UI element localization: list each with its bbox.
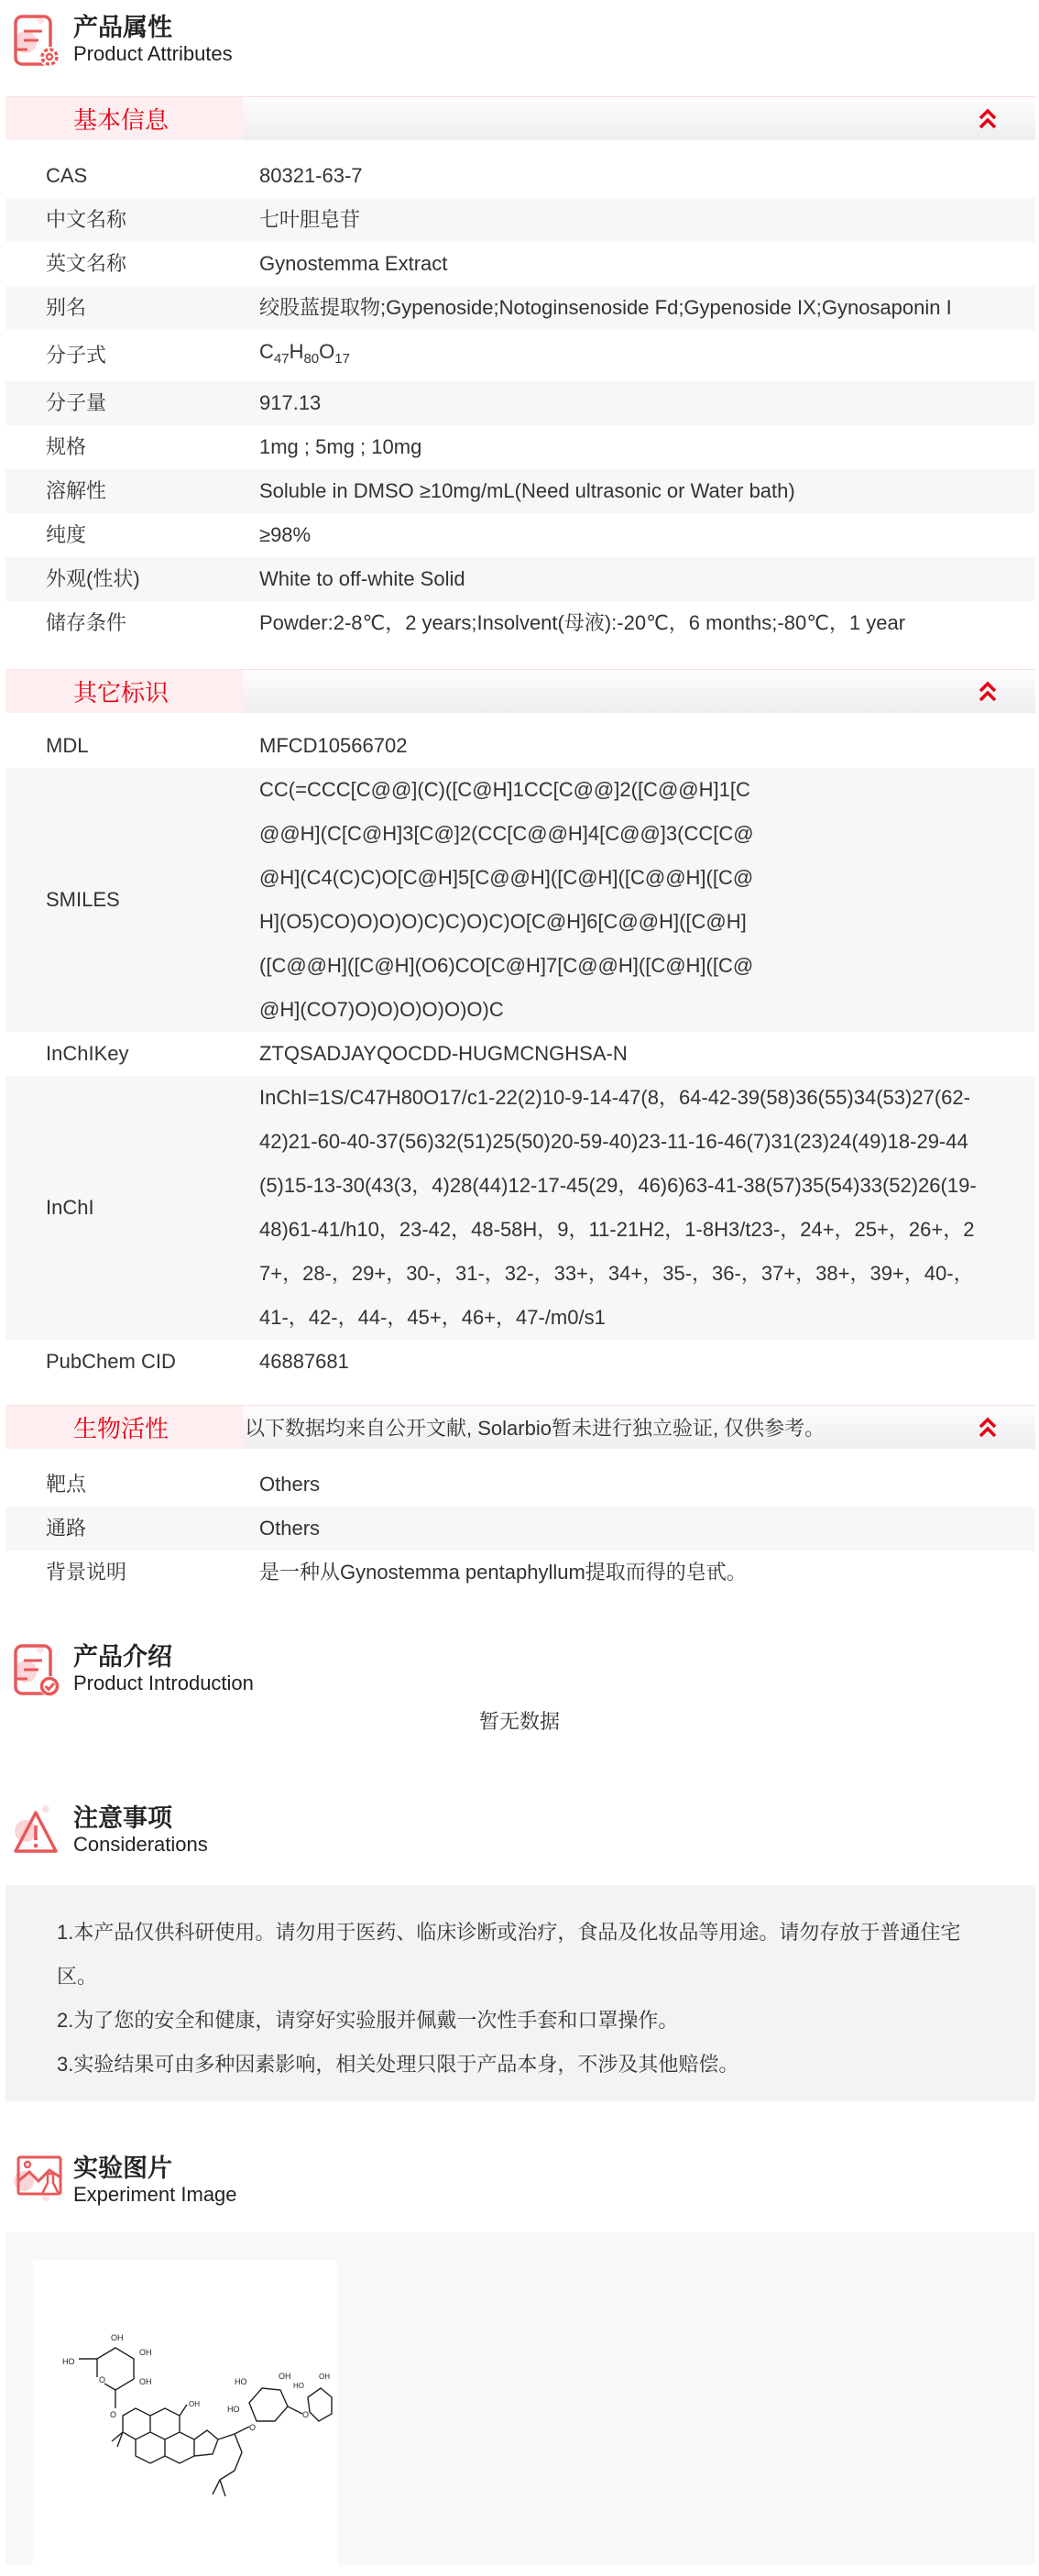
row-label: 背景说明 [46, 1561, 127, 1584]
row-label: 分子式 [46, 344, 107, 367]
consideration-item: 2.为了您的安全和健康，请穿好实验服并佩戴一次性手套和口罩操作。 [57, 2009, 679, 2032]
svg-text:OH: OH [279, 2372, 291, 2381]
section-title: 实验图片 [73, 2154, 172, 2182]
table-row [5, 242, 1035, 286]
svg-text:HO: HO [235, 2377, 247, 2386]
section-title: 产品属性 [73, 14, 172, 41]
section-subtitle: Product Attributes [73, 42, 233, 65]
document-check-icon [13, 1642, 62, 1699]
experiment-image-container [5, 2232, 1035, 2565]
row-value: 46887681 [259, 1350, 349, 1373]
row-value: Others [259, 1473, 321, 1496]
row-label: 外观(性状) [46, 567, 140, 590]
inchi-value: InChI=1S/C47H80O17/c1-22(2)10-9-14-47(8，64-42-39(58)36(55)34(53)27(62-42)21-60-40-37(56)32(51)25(50)20-59-40)23-11-16-46(7)31(23)24(49)18-29-44(5)15-13-30(43(3，4)28(44)12-17-45(29，46)6)63-41-38(57)35(54)33(52)26(19-48)61-41/h10，23-42，48-58H，9，11-21H2，1-8H3/t23-，24+，25+，26+，27+，28-，29+，30-，31-，32-，33+，34+，35-，36-，37+，38+，39+，40-，41-，42-，44-，45+，46+，47-/m0/s1 [259, 1086, 977, 1329]
row-value: Powder:2-8℃，2 years;Insolvent(母液):-20℃，6 months;-80℃，1 year [259, 611, 906, 634]
svg-text:HO: HO [227, 2405, 240, 2414]
section-header-introduction [13, 1642, 254, 1699]
chemical-structure-image [33, 2260, 337, 2571]
table-row [5, 1551, 1035, 1595]
row-label: 纯度 [46, 523, 87, 546]
collapse-chevron-icon[interactable] [977, 107, 999, 131]
row-label: 靶点 [46, 1473, 87, 1496]
disclaimer-note: 以下数据均来自公开文献, Solarbio暂未进行独立验证, 仅供参考。 [245, 1417, 826, 1440]
table-row [5, 286, 1035, 330]
section-header-attributes [13, 13, 233, 70]
row-value: 是一种从Gynostemma pentaphyllum提取而得的皂甙。 [259, 1561, 747, 1584]
table-row [5, 1463, 1035, 1507]
table-row [5, 1076, 1035, 1340]
svg-text:O: O [249, 2423, 257, 2432]
svg-text:OH: OH [319, 2373, 330, 2381]
other-identifiers-table [5, 724, 1035, 1384]
row-label: SMILES [46, 888, 120, 911]
basic-info-bar[interactable] [5, 96, 1035, 140]
warning-icon [13, 1803, 62, 1860]
row-label: 别名 [46, 296, 87, 319]
row-value: White to off-white Solid [259, 567, 465, 590]
row-value: ZTQSADJAYQOCDD-HUGMCNGHSA-N [259, 1042, 628, 1065]
row-value: 80321-63-7 [259, 164, 363, 187]
table-row [5, 425, 1035, 469]
row-value: Others [259, 1517, 321, 1540]
basic-info-table [5, 154, 1035, 645]
table-row [5, 381, 1035, 425]
svg-text:OH: OH [189, 2400, 200, 2408]
section-header-considerations [13, 1803, 208, 1860]
row-label: MDL [46, 734, 89, 757]
svg-text:O: O [99, 2375, 106, 2384]
svg-text:OH: OH [139, 2377, 152, 2386]
section-subtitle: Experiment Image [73, 2183, 237, 2206]
bio-activity-table [5, 1463, 1035, 1595]
svg-text:HO: HO [62, 2357, 75, 2366]
table-row [5, 601, 1035, 645]
molecular-formula: $C_{47}H_{80}O_{17}$ [259, 340, 350, 367]
empty-state-text: 暂无数据 [478, 1710, 560, 1733]
svg-text:O: O [302, 2410, 310, 2419]
row-label: 英文名称 [46, 252, 127, 275]
collapse-chevron-icon[interactable] [977, 680, 999, 704]
table-row [5, 1032, 1035, 1076]
row-label: PubChem CID [46, 1350, 176, 1373]
row-value: Gynostemma Extract [259, 252, 448, 275]
table-row [5, 198, 1035, 242]
collapse-chevron-icon[interactable] [977, 1416, 999, 1440]
tab-basic-info: 基本信息 [5, 97, 243, 140]
table-row [5, 768, 1035, 1032]
table-row [5, 557, 1035, 601]
tab-bio-activity: 生物活性 [5, 1406, 243, 1449]
row-label: 储存条件 [46, 611, 127, 634]
image-flask-icon [13, 2154, 62, 2210]
section-title: 注意事项 [73, 1804, 172, 1832]
row-label: InChI [46, 1196, 94, 1219]
other-identifiers-bar[interactable] [5, 669, 1035, 713]
row-value: MFCD10566702 [259, 734, 408, 757]
row-label: 中文名称 [46, 208, 127, 231]
smiles-value: CC(=CCC[C@@](C)([C@H]1CC[C@@]2([C@@H]1[C@@H](C[C@H]3[C@]2(CC[C@@H]4[C@@]3(CC[C@@H](C4(C)C)O[C@H]5[C@@H]([C@H]([C@@H]([C@H](O5)CO)O)O)O)C)C)O)C)O[C@H]6[C@@H]([C@H]([C@@H]([C@H](O6)CO[C@H]7[C@@H]([C@H]([C@@H](CO7)O)O)O)O)O)O)C [259, 778, 754, 1021]
row-label: 通路 [46, 1517, 87, 1540]
row-label: CAS [46, 164, 88, 187]
experiment-image-thumbnail[interactable] [33, 2260, 337, 2571]
row-value: ≥98% [259, 523, 312, 546]
svg-text:HO: HO [293, 2382, 304, 2390]
considerations-box [5, 1885, 1035, 2101]
row-value: 绞股蓝提取物;Gypenoside;Notoginsenoside Fd;Gypenoside IX;Gynosaponin I [259, 296, 952, 319]
row-label: 分子量 [46, 391, 107, 414]
table-row [5, 1340, 1035, 1384]
table-row [5, 154, 1035, 198]
consideration-item: 3.实验结果可由多种因素影响，相关处理只限于产品本身，不涉及其他赔偿。 [57, 2053, 739, 2076]
consideration-item: 1.本产品仅供科研使用。请勿用于医药、临床诊断或治疗，食品及化妆品等用途。请勿存放于普通住宅区。 [57, 1921, 961, 1988]
section-header-experiment [13, 2154, 237, 2210]
table-row [5, 330, 1035, 381]
table-row [5, 469, 1035, 513]
row-label: 溶解性 [46, 479, 107, 502]
row-value: 七叶胆皂苷 [259, 208, 361, 231]
section-subtitle: Product Introduction [73, 1672, 254, 1694]
section-subtitle: Considerations [73, 1833, 208, 1856]
row-value: 917.13 [259, 391, 322, 414]
row-value: 1mg ; 5mg ; 10mg [259, 435, 422, 458]
svg-text:OH: OH [111, 2333, 124, 2342]
row-value: Soluble in DMSO ≥10mg/mL(Need ultrasonic or Water bath) [259, 479, 795, 502]
table-row [5, 1507, 1035, 1551]
document-gear-icon [13, 13, 62, 70]
row-label: InChIKey [46, 1042, 129, 1065]
svg-text:OH: OH [139, 2348, 152, 2357]
svg-text:O: O [110, 2410, 117, 2419]
bio-activity-bar[interactable] [5, 1405, 1035, 1449]
table-row [5, 724, 1035, 768]
row-label: 规格 [46, 435, 87, 458]
tab-other-identifiers: 其它标识 [5, 670, 243, 713]
table-row [5, 513, 1035, 557]
section-title: 产品介绍 [73, 1643, 172, 1671]
